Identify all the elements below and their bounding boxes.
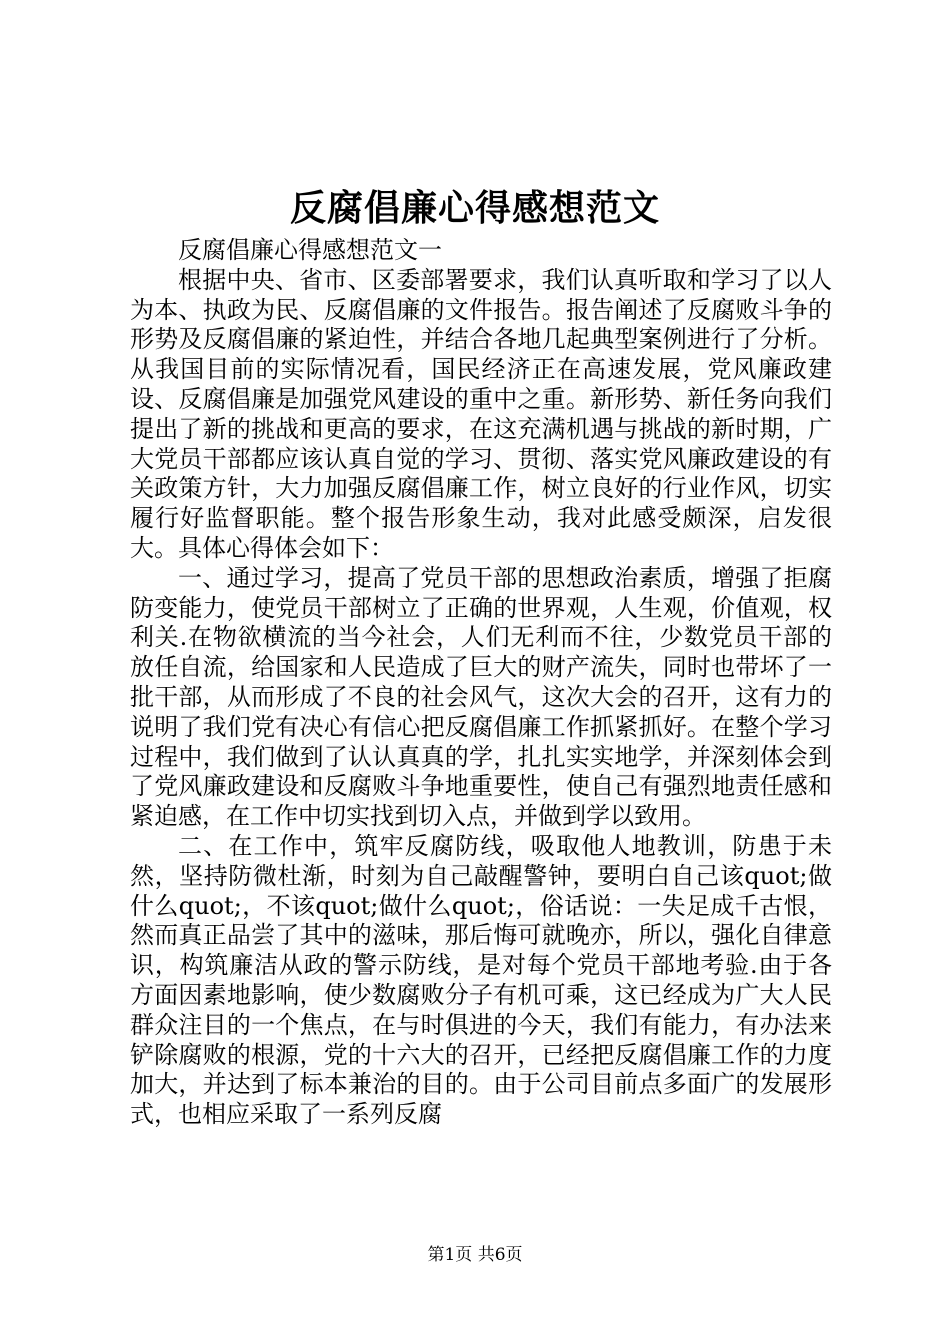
paragraph-point-one: 一、通过学习，提高了党员干部的思想政治素质，增强了拒腐防变能力，使党员干部树立了正确的世界观，人生观，价值观，权利关.在物欲横流的当今社会，人们无利而不往，少数党员干部的放任自流，给国家和人民造成了巨大的财产流失，同时也带坏了一批干部，从而形成了不良的社会风气，这次大会的召开，这有力的说明了我们党有决心有信心把反腐倡廉工作抓紧抓好。在整个学习过程中，我们做到了认认真真的学，扎扎实实地学，并深刻体会到了党风廉政建设和反腐败斗争地重要性，使自己有强烈地责任感和紧迫感，在工作中切实找到切入点，并做到学以致用。 (130, 563, 832, 831)
paragraph-intro: 根据中央、省市、区委部署要求，我们认真听取和学习了以人为本、执政为民、反腐倡廉的文件报告。报告阐述了反腐败斗争的形势及反腐倡廉的紧迫性，并结合各地几起典型案例进行了分析。从我国目前的实际情况看，国民经济正在高速发展，党风廉政建设、反腐倡廉是加强党风建设的重中之重。新形势、新任务向我们提出了新的挑战和更高的要求，在这充满机遇与挑战的新时期，广大党员干部都应该认真自觉的学习、贯彻、落实党风廉政建设的有关政策方针，大力加强反腐倡廉工作，树立良好的行业作风，切实履行好监督职能。整个报告形象生动，我对此感受颇深，启发很大。具体心得体会如下： (130, 265, 832, 562)
page-number: 第1页 共6页 (427, 1245, 523, 1265)
document-body (130, 236, 832, 1130)
paragraph-point-two: 二、在工作中，筑牢反腐防线，吸取他人地教训，防患于未然，坚持防微杜渐，时刻为自己敲醒警钟，要明白自己该quot;做什么quot;，不该quot;做什么quot;，俗话说：一失足成千古恨，然而真正品尝了其中的滋味，那后悔可就晚亦，所以，强化自律意识，构筑廉洁从政的警示防线，是对每个党员干部地考验.由于各方面因素地影响，使少数腐败分子有机可乘，这已经成为广大人民群众注目的一个焦点，在与时俱进的今天，我们有能力，有办法来铲除腐败的根源，党的十六大的召开，已经把反腐倡廉工作的力度加大，并达到了标本兼治的目的。由于公司目前点多面广的发展形式，也相应采取了一系列反腐 (130, 831, 832, 1129)
paragraph-subtitle: 反腐倡廉心得感想范文一 (178, 236, 442, 264)
document-title: 反腐倡廉心得感想范文 (289, 187, 660, 229)
